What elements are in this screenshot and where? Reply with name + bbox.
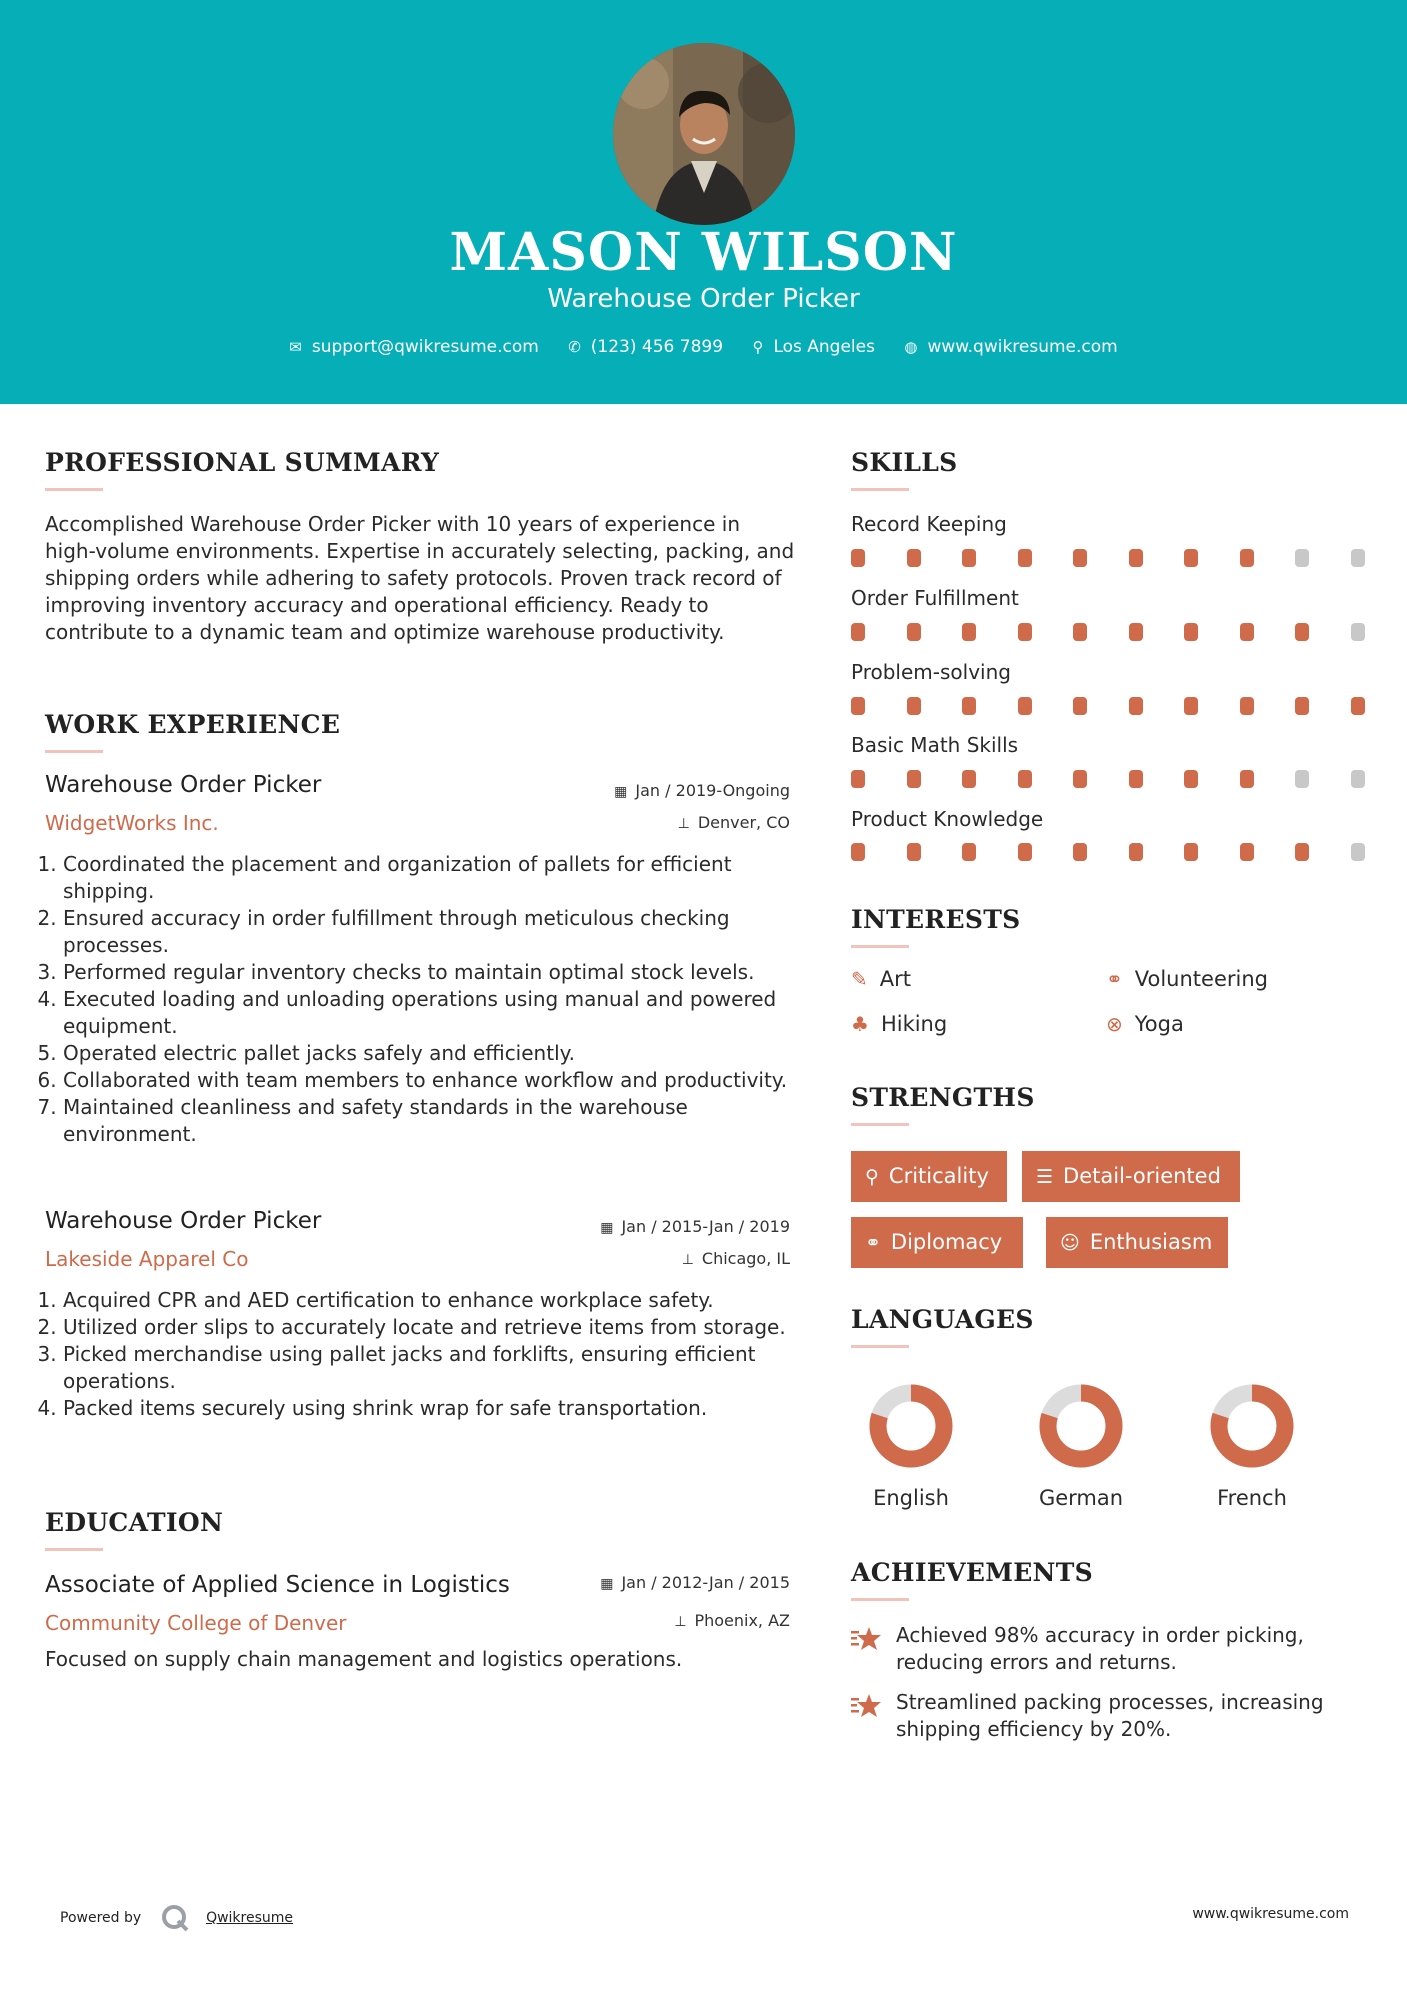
strength-tag [851, 1217, 1023, 1268]
skill-dot-filled [962, 623, 976, 641]
education-description: Focused on supply chain management and logistics operations. [45, 1647, 683, 1671]
language-name: French [1217, 1486, 1287, 1510]
achievements-heading: ACHIEVEMENTS [851, 1558, 1093, 1587]
education-dates-text: Jan / 2012-Jan / 2015 [621, 1573, 790, 1592]
list-item: 5. Operated electric pallet jacks safely and efficiently. [63, 1040, 823, 1067]
summary-heading: PROFESSIONAL SUMMARY [45, 448, 440, 477]
contact-location-text: Los Angeles [773, 337, 875, 357]
calendar-icon: ▦ [614, 784, 628, 800]
skill-dot-filled [1129, 843, 1143, 861]
handshake-icon: ⚭ [865, 1232, 881, 1254]
tree-icon: ♣ [851, 1012, 869, 1036]
map-pin-icon: ⚲ [752, 338, 764, 356]
skill-dot-filled [1184, 697, 1198, 715]
skill-dot-filled [1073, 697, 1087, 715]
powered-by-label: Powered by [60, 1910, 142, 1926]
list-item: 1. Acquired CPR and AED certification to enhance workplace safety. [63, 1287, 823, 1314]
skill-dot-filled [907, 549, 921, 567]
list-item: 4. Packed items securely using shrink wrap for safe transportation. [63, 1395, 823, 1422]
skill-dot-empty [1295, 770, 1309, 788]
strength-label: Diplomacy [890, 1230, 1003, 1254]
interest-label: Hiking [880, 1012, 948, 1036]
skills-rule [851, 488, 909, 491]
skill-dot-filled [962, 770, 976, 788]
interest-art [851, 967, 911, 991]
interest-yoga [1106, 1012, 1184, 1036]
search-icon: ⚲ [865, 1166, 879, 1188]
language-name: German [1038, 1486, 1124, 1510]
skill-name: Basic Math Skills [851, 733, 1019, 757]
skill-name: Record Keeping [851, 512, 1007, 536]
list-item: 2. Ensured accuracy in order fulfillment through meticulous checking processes. [63, 905, 823, 959]
skill-dot-filled [1351, 697, 1365, 715]
job-1-dates-text: Jan / 2019-Ongoing [635, 781, 790, 800]
skill-dot-filled [1129, 770, 1143, 788]
skill-dot-filled [907, 697, 921, 715]
job-1-location-text: Denver, CO [697, 813, 790, 832]
strength-tag [851, 1151, 1007, 1202]
skill-dot-filled [1018, 549, 1032, 567]
paintbrush-icon: ✎ [851, 967, 868, 991]
skill-dot-filled [851, 697, 865, 715]
trophy-star-icon [851, 1625, 883, 1653]
contact-bar [0, 337, 1407, 357]
skill-dot-filled [851, 549, 865, 567]
interests-rule [851, 945, 909, 948]
skill-dot-filled [1295, 697, 1309, 715]
contact-phone-text: (123) 456 7899 [590, 337, 724, 357]
skill-rating [851, 623, 1371, 641]
skill-dot-filled [907, 770, 921, 788]
calendar-icon: ▦ [600, 1220, 614, 1236]
achievement-text: Streamlined packing processes, increasing shipping efficiency by 20%. [896, 1690, 1324, 1741]
contact-location [752, 337, 875, 357]
skill-dot-filled [1018, 623, 1032, 641]
skill-dot-empty [1351, 770, 1365, 788]
interest-label: Art [879, 967, 911, 991]
skill-rating [851, 843, 1371, 861]
experience-rule [45, 750, 103, 753]
candidate-title: Warehouse Order Picker [547, 284, 860, 314]
qwikresume-link[interactable]: Qwikresume [206, 1910, 294, 1926]
summary-rule [45, 488, 103, 491]
skill-dot-empty [1351, 843, 1365, 861]
skill-dot-filled [851, 770, 865, 788]
skill-dot-filled [1184, 843, 1198, 861]
contact-phone[interactable] [568, 337, 723, 357]
job-1-company: WidgetWorks Inc. [45, 811, 219, 835]
achievements-rule [851, 1598, 909, 1601]
job-1-location [678, 813, 790, 832]
strength-tag [1022, 1151, 1240, 1202]
phone-icon: ✆ [568, 338, 581, 356]
education-rule [45, 1548, 103, 1551]
skill-dot-filled [1295, 623, 1309, 641]
skill-rating [851, 549, 1371, 567]
strength-label: Criticality [888, 1164, 989, 1188]
language-name: English [873, 1486, 949, 1510]
skill-name: Product Knowledge [851, 807, 1044, 831]
skill-dot-filled [1073, 843, 1087, 861]
profile-photo [613, 43, 795, 225]
interest-label: Volunteering [1134, 967, 1268, 991]
skill-dot-filled [907, 843, 921, 861]
skill-dot-filled [1184, 770, 1198, 788]
skill-dot-filled [851, 623, 865, 641]
job-1-dates [614, 781, 790, 800]
envelope-icon: ✉ [289, 338, 302, 356]
list-item: 2. Utilized order slips to accurately locate and retrieve items from storage. [63, 1314, 823, 1341]
job-2-location-text: Chicago, IL [701, 1249, 790, 1268]
list-icon: ☰ [1036, 1166, 1054, 1188]
skill-dot-filled [1018, 770, 1032, 788]
header-banner [0, 0, 1407, 404]
handshake-icon: ⚭ [1106, 967, 1123, 991]
strengths-rule [851, 1123, 909, 1126]
skill-rating [851, 697, 1371, 715]
achievement-text: Achieved 98% accuracy in order picking, reducing errors and returns. [896, 1623, 1304, 1674]
job-1-role: Warehouse Order Picker [45, 772, 322, 798]
skill-dot-filled [1240, 843, 1254, 861]
list-item: 6. Collaborated with team members to enhance workflow and productivity. [63, 1067, 823, 1094]
qwikresume-logo-icon [160, 1903, 190, 1933]
skill-dot-empty [1351, 549, 1365, 567]
skill-dot-filled [1018, 697, 1032, 715]
pin-icon: ⊥ [681, 1252, 694, 1268]
candidate-name: MASON WILSON [449, 222, 958, 283]
smile-icon: ☺ [1060, 1232, 1080, 1254]
footer-url[interactable]: www.qwikresume.com [1192, 1906, 1349, 1922]
list-item: 3. Performed regular inventory checks to maintain optimal stock levels. [63, 959, 823, 986]
list-item: 4. Executed loading and unloading operations using manual and powered equipment. [63, 986, 823, 1040]
skill-dot-filled [1240, 770, 1254, 788]
skill-dot-filled [1073, 770, 1087, 788]
list-item: 1. Coordinated the placement and organization of pallets for efficient shipping. [63, 851, 823, 905]
summary-text: Accomplished Warehouse Order Picker with 10 years of experience in high-volume environments. Expertise in accurately selecting, packing, and shipping orders while adhering to safety protocols. Proven track record of improving inventory accuracy and operational efficiency. Ready to contribute to a dynamic team and optimize warehouse productivity. [45, 512, 795, 644]
skill-dot-filled [1184, 623, 1198, 641]
language-ring [1209, 1383, 1295, 1469]
education-school: Community College of Denver [45, 1611, 347, 1635]
languages-rule [851, 1345, 909, 1348]
skill-dot-filled [1073, 623, 1087, 641]
skill-dot-filled [962, 549, 976, 567]
skill-dot-filled [962, 843, 976, 861]
language-ring [868, 1383, 954, 1469]
job-1-duties [45, 851, 823, 1148]
lifebuoy-icon: ⊗ [1106, 1012, 1123, 1036]
skill-dot-filled [1073, 549, 1087, 567]
strength-tag [1046, 1217, 1228, 1268]
languages-heading: LANGUAGES [851, 1305, 1034, 1334]
pin-icon: ⊥ [677, 816, 690, 832]
contact-email[interactable] [289, 337, 539, 357]
skill-dot-filled [1240, 549, 1254, 567]
strength-label: Enthusiasm [1089, 1230, 1213, 1254]
job-2-company: Lakeside Apparel Co [45, 1247, 249, 1271]
education-location-text: Phoenix, AZ [694, 1611, 790, 1630]
skill-dot-filled [1129, 697, 1143, 715]
list-item: 3. Picked merchandise using pallet jacks and forklifts, ensuring efficient operations. [63, 1341, 823, 1395]
skills-heading: SKILLS [851, 448, 958, 477]
interest-label: Yoga [1134, 1012, 1184, 1036]
skill-dot-filled [1018, 843, 1032, 861]
skill-name: Problem-solving [851, 660, 1011, 684]
job-2-location [682, 1249, 790, 1268]
contact-email-text: support@qwikresume.com [311, 337, 539, 357]
interests-heading: INTERESTS [851, 905, 1021, 934]
skill-dot-filled [962, 697, 976, 715]
skill-name: Order Fulfillment [851, 586, 1019, 610]
job-2-dates-text: Jan / 2015-Jan / 2019 [621, 1217, 790, 1236]
contact-website-text: www.qwikresume.com [927, 337, 1118, 357]
skill-dot-filled [1295, 843, 1309, 861]
skill-dot-filled [1184, 549, 1198, 567]
strengths-heading: STRENGTHS [851, 1083, 1035, 1112]
contact-website[interactable] [904, 337, 1117, 357]
interest-hiking [851, 1012, 947, 1036]
skill-dot-filled [1129, 623, 1143, 641]
calendar-icon: ▦ [600, 1576, 614, 1592]
experience-heading: WORK EXPERIENCE [45, 710, 341, 739]
education-dates [600, 1573, 790, 1592]
job-2-role: Warehouse Order Picker [45, 1208, 322, 1234]
skill-dot-empty [1351, 623, 1365, 641]
skill-dot-filled [1240, 623, 1254, 641]
interest-volunteering [1106, 967, 1268, 991]
skill-dot-filled [1129, 549, 1143, 567]
education-location [674, 1611, 790, 1630]
trophy-star-icon [851, 1692, 883, 1720]
job-2-dates [600, 1217, 790, 1236]
list-item: 7. Maintained cleanliness and safety standards in the warehouse environment. [63, 1094, 823, 1148]
skill-dot-filled [1240, 697, 1254, 715]
skill-dot-empty [1295, 549, 1309, 567]
skill-dot-filled [907, 623, 921, 641]
skill-rating [851, 770, 1371, 788]
language-ring [1038, 1383, 1124, 1469]
globe-icon: ◍ [904, 338, 918, 356]
education-degree: Associate of Applied Science in Logistics [45, 1572, 510, 1598]
education-heading: EDUCATION [45, 1508, 224, 1537]
pin-icon: ⊥ [674, 1614, 687, 1630]
strength-label: Detail-oriented [1063, 1164, 1221, 1188]
skill-dot-filled [851, 843, 865, 861]
footer-powered-by [60, 1903, 293, 1933]
job-2-duties [45, 1287, 823, 1422]
